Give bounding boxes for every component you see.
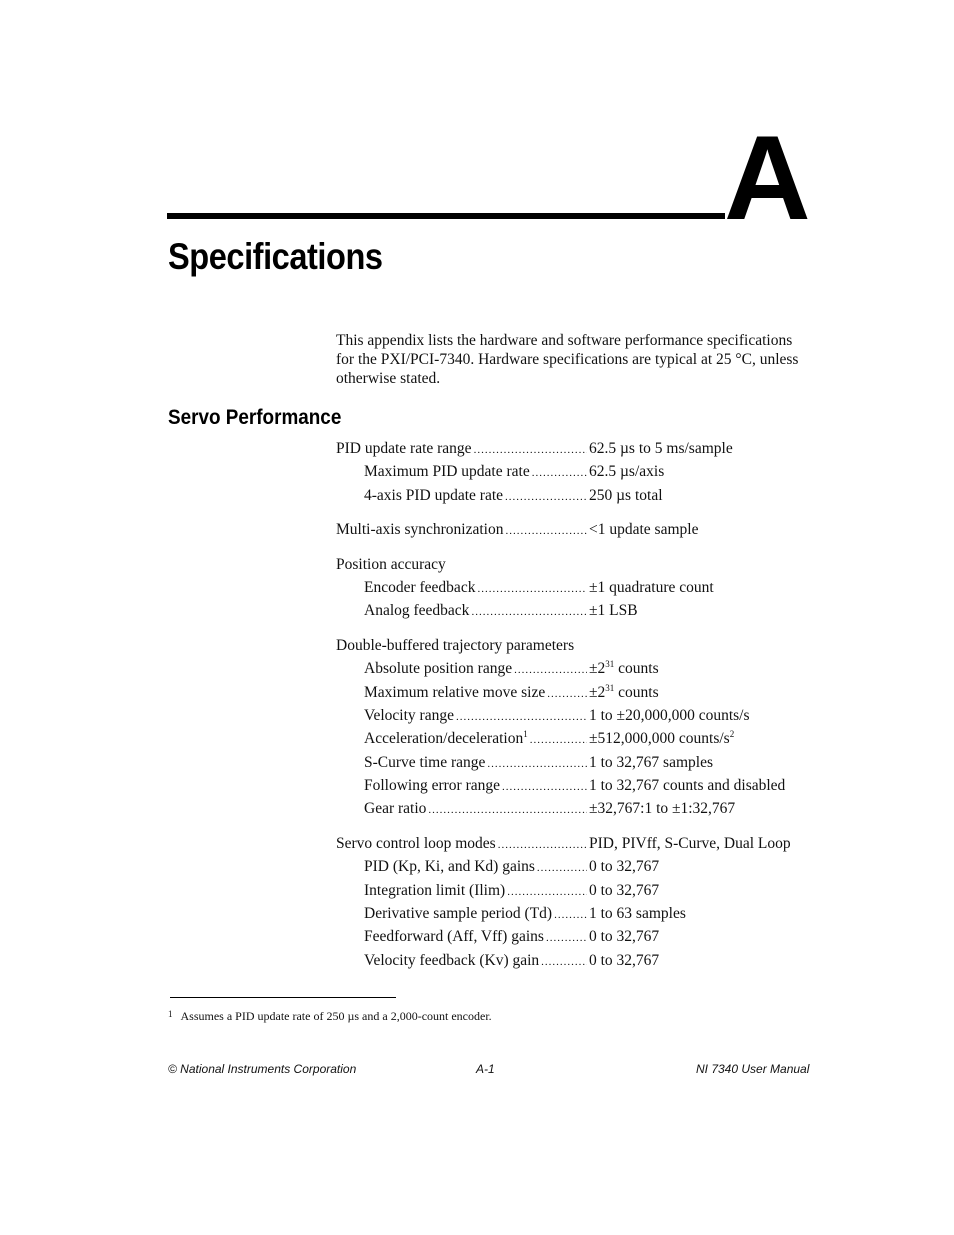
footer-page-number: A-1 — [476, 1062, 495, 1076]
spec-row — [336, 797, 806, 820]
spec-label — [364, 727, 528, 750]
spec-label-text: PID update rate range — [336, 440, 472, 457]
spec-label-text: Acceleration/deceleration — [364, 730, 524, 748]
spec-row — [336, 879, 806, 902]
spec-row — [336, 925, 806, 948]
spec-row — [336, 774, 806, 797]
spec-label-text: Encoder feedback — [364, 578, 476, 596]
spec-value — [589, 460, 806, 483]
dot-leader — [547, 681, 587, 706]
spec-group — [336, 553, 806, 623]
dot-leader — [456, 704, 587, 729]
spec-value — [589, 902, 806, 925]
spec-row — [336, 855, 806, 878]
dot-leader — [532, 460, 587, 485]
spec-value-unit: counts — [614, 660, 659, 678]
spec-value — [589, 599, 806, 622]
spec-label — [364, 657, 512, 680]
spec-row — [336, 553, 806, 576]
spec-label — [336, 437, 472, 460]
spec-row — [336, 657, 806, 680]
dot-leader — [514, 657, 587, 682]
page-title: Specifications — [168, 236, 383, 277]
intro-paragraph: This appendix lists the hardware and software performance specifications for the PXI/PCI-7340. Hardware specifications are typical at 25 °C, unless otherwise stated. — [336, 332, 799, 387]
dot-leader — [502, 774, 587, 799]
dot-leader — [541, 949, 587, 974]
footer-right: NI 7340 User Manual — [696, 1062, 810, 1076]
footnote-rule — [170, 997, 396, 998]
footnote-text: Assumes a PID update rate of 250 µs and a 2,000-count encoder. — [180, 1009, 492, 1023]
dot-leader — [537, 855, 587, 880]
spec-row — [336, 599, 806, 622]
dot-leader — [428, 797, 587, 822]
spec-value — [589, 704, 806, 727]
spec-row — [336, 634, 806, 657]
spec-group — [336, 832, 806, 972]
spec-value-text: 1 to 32,767 samples — [589, 753, 713, 771]
footnote-ref: 1 — [523, 729, 528, 740]
spec-label — [364, 576, 475, 599]
dot-leader — [554, 902, 587, 927]
spec-group — [336, 437, 806, 507]
spec-value — [589, 949, 806, 972]
spec-value-exponent: 2 — [729, 729, 735, 740]
spec-value-text: 1 to 32,767 counts and disabled — [589, 777, 786, 795]
dot-leader — [505, 484, 587, 509]
spec-label-text: Servo control loop modes — [336, 834, 496, 852]
spec-value-unit: counts — [614, 683, 659, 701]
spec-row — [336, 518, 806, 541]
spec-label — [364, 751, 485, 774]
spec-label-text: PID (Kp, Ki, and Kd) gains — [364, 858, 535, 876]
spec-value — [589, 681, 806, 704]
spec-value — [589, 518, 806, 541]
spec-value — [589, 437, 806, 460]
spec-value — [589, 727, 806, 750]
spec-label — [364, 855, 535, 878]
spec-value-exponent: 31 — [605, 659, 615, 670]
dot-leader — [487, 751, 587, 776]
spec-value-exponent: 31 — [605, 682, 615, 693]
dot-leader — [477, 576, 587, 601]
spec-value — [589, 879, 806, 902]
spec-label — [364, 925, 544, 948]
spec-label-text: Analog feedback — [364, 602, 470, 620]
spec-row — [336, 484, 806, 507]
spec-row — [336, 751, 806, 774]
spec-value — [589, 576, 806, 599]
spec-value — [589, 484, 806, 507]
spec-value — [589, 925, 806, 948]
spec-value-text: ±32,767:1 to ±1:32,767 — [589, 800, 736, 818]
spec-value — [589, 774, 806, 797]
spec-label — [364, 774, 500, 797]
dot-leader — [505, 518, 587, 543]
dot-leader — [546, 925, 587, 950]
spec-label-text: Maximum PID update rate — [364, 463, 530, 481]
spec-label-text: Velocity feedback (Kv) gain — [364, 951, 540, 969]
dot-leader — [498, 832, 587, 857]
spec-label — [364, 599, 469, 622]
spec-value — [589, 797, 806, 820]
dot-leader — [507, 879, 587, 904]
chapter-letter: A — [724, 111, 811, 245]
spec-row — [336, 460, 806, 483]
spec-label — [364, 902, 552, 925]
spec-label — [364, 949, 539, 972]
spec-value — [589, 657, 806, 680]
spec-label-text: Gear ratio — [364, 800, 427, 818]
dot-leader — [474, 437, 587, 462]
spec-label-text: Double-buffered trajectory parameters — [336, 636, 575, 654]
spec-value — [589, 832, 806, 855]
spec-label-text: Multi-axis synchronization — [336, 521, 504, 539]
spec-label — [364, 704, 454, 727]
spec-label — [364, 484, 503, 507]
footnote-mark: 1 — [168, 1009, 173, 1019]
spec-value-text: ±512,000,000 counts/s — [589, 730, 730, 748]
spec-value-text: 62.5 µs to 5 ms/sample — [589, 440, 733, 457]
spec-value-text: 250 µs total — [589, 486, 663, 504]
spec-label — [336, 553, 446, 576]
spec-value-text: ±1 quadrature count — [589, 578, 714, 596]
spec-row — [336, 704, 806, 727]
spec-value-text: ±2 — [589, 683, 606, 701]
spec-row — [336, 576, 806, 599]
spec-value — [589, 751, 806, 774]
spec-value-text: 0 to 32,767 — [589, 858, 660, 876]
spec-label — [336, 832, 496, 855]
spec-value-text: 1 to 63 samples — [589, 905, 686, 923]
chapter-rule — [167, 213, 725, 219]
spec-label-text: Integration limit (Ilim) — [364, 881, 506, 899]
footnote — [168, 1009, 492, 1024]
spec-value-text: ±2 — [589, 660, 606, 678]
spec-group — [336, 634, 806, 821]
spec-label-text: Maximum relative move size — [364, 683, 546, 701]
spec-value — [589, 855, 806, 878]
spec-label-text: Velocity range — [364, 706, 454, 724]
dot-leader — [530, 727, 587, 752]
spec-label — [364, 797, 426, 820]
spec-label-text: Following error range — [364, 777, 501, 795]
spec-list — [336, 437, 806, 983]
spec-group — [336, 518, 806, 541]
spec-label — [336, 518, 503, 541]
spec-value-text: 0 to 32,767 — [589, 881, 660, 899]
spec-value-text: 1 to ±20,000,000 counts/s — [589, 706, 750, 724]
spec-row — [336, 949, 806, 972]
spec-value-text: 0 to 32,767 — [589, 928, 660, 946]
spec-label — [364, 879, 505, 902]
spec-value-text: <1 update sample — [589, 521, 699, 539]
spec-row — [336, 437, 806, 460]
spec-value-text: PID, PIVff, S-Curve, Dual Loop — [589, 834, 791, 852]
spec-label — [364, 681, 545, 704]
section-title: Servo Performance — [168, 406, 342, 429]
spec-label-text: 4-axis PID update rate — [364, 486, 504, 504]
spec-label-text: Derivative sample period (Td) — [364, 905, 553, 923]
footer-left: © National Instruments Corporation — [168, 1062, 357, 1076]
spec-label-text: Absolute position range — [364, 660, 513, 678]
spec-label-text: S-Curve time range — [364, 753, 486, 771]
spec-label — [364, 460, 530, 483]
spec-label — [336, 634, 574, 657]
spec-label-text: Feedforward (Aff, Vff) gains — [364, 928, 544, 946]
spec-row — [336, 681, 806, 704]
spec-row — [336, 832, 806, 855]
spec-row — [336, 902, 806, 925]
spec-value-text: ±1 LSB — [589, 602, 638, 620]
dot-leader — [471, 599, 587, 624]
spec-value-text: 62.5 µs/axis — [589, 463, 665, 481]
spec-label-text: Position accuracy — [336, 555, 446, 573]
spec-value-text: 0 to 32,767 — [589, 951, 660, 969]
spec-row — [336, 727, 806, 750]
